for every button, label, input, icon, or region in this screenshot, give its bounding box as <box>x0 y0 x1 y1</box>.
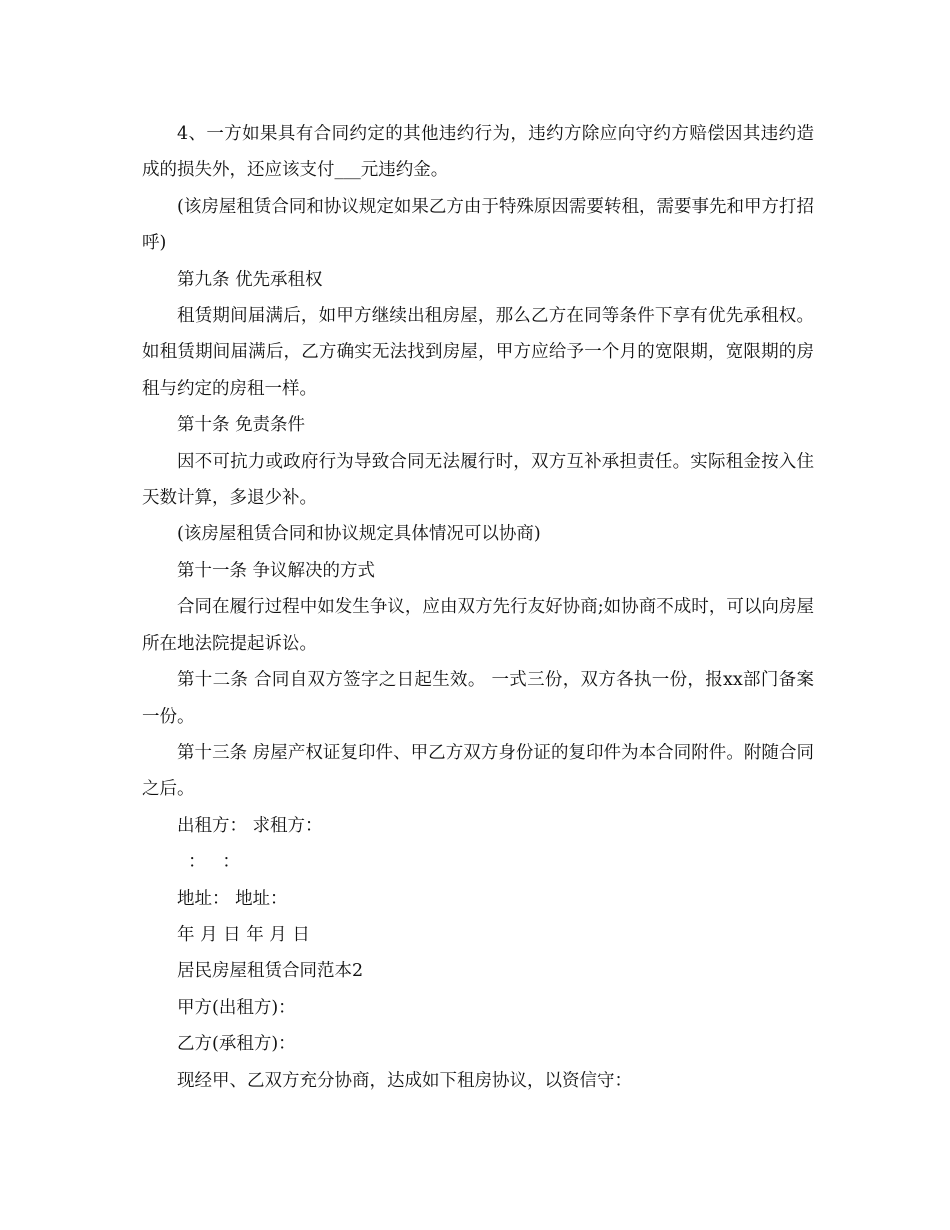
template-2-title: 居民房屋租赁合同范本2 <box>177 961 364 982</box>
article-12-text: 第十二条 合同自双方签字之日起生效。 一式三份，双方各执一份，报xx部门备案一份。 <box>142 670 814 727</box>
signature-address: 地址： 地址： <box>177 888 288 909</box>
party-a-label: 甲方(出租方)： <box>177 997 296 1018</box>
heading-article-9: 第九条 优先承租权 <box>177 269 323 290</box>
signature-parties: 出租方： 求租方： <box>177 815 323 836</box>
signature-date: 年 月 日 年 月 日 <box>177 924 310 945</box>
agreement-intro: 现经甲、乙双方充分协商，达成如下租房协议，以资信守： <box>177 1070 632 1091</box>
article-13-text: 第十三条 房屋产权证复印件、甲乙方双方身份证的复印件为本合同附件。附随合同之后。 <box>142 742 814 800</box>
article-10-text: 因不可抗力或政府行为导致合同无法履行时，双方互补承担责任。实际租金按入住天数计算，多退少补。 <box>142 451 814 509</box>
clause-8-item-4: 4、一方如果具有合同约定的其他违约行为，违约方除应向守约方赔偿因其违约造成的损失外，还应该支付___元违约金。 <box>142 124 814 181</box>
document-body <box>142 116 814 1099</box>
party-b-label: 乙方(承租方)： <box>177 1034 296 1055</box>
note-negotiable: (该房屋租赁合同和协议规定具体情况可以协商) <box>177 524 541 545</box>
article-11-text: 合同在履行过程中如发生争议，应由双方先行友好协商;如协商不成时，可以向房屋所在地法院提起诉讼。 <box>142 597 814 654</box>
heading-article-10: 第十条 免责条件 <box>177 415 306 436</box>
note-sublease: (该房屋租赁合同和协议规定如果乙方由于特殊原因需要转租，需要事先和甲方打招呼) <box>142 196 814 254</box>
heading-article-11: 第十一条 争议解决的方式 <box>177 560 376 581</box>
article-9-text: 租赁期间届满后，如甲方继续出租房屋，那么乙方在同等条件下享有优先承租权。如租赁期间届满后，乙方确实无法找到房屋，甲方应给予一个月的宽限期，宽限期的房租与约定的房租一样。 <box>142 306 814 399</box>
signature-colons: ： ： <box>177 852 240 873</box>
